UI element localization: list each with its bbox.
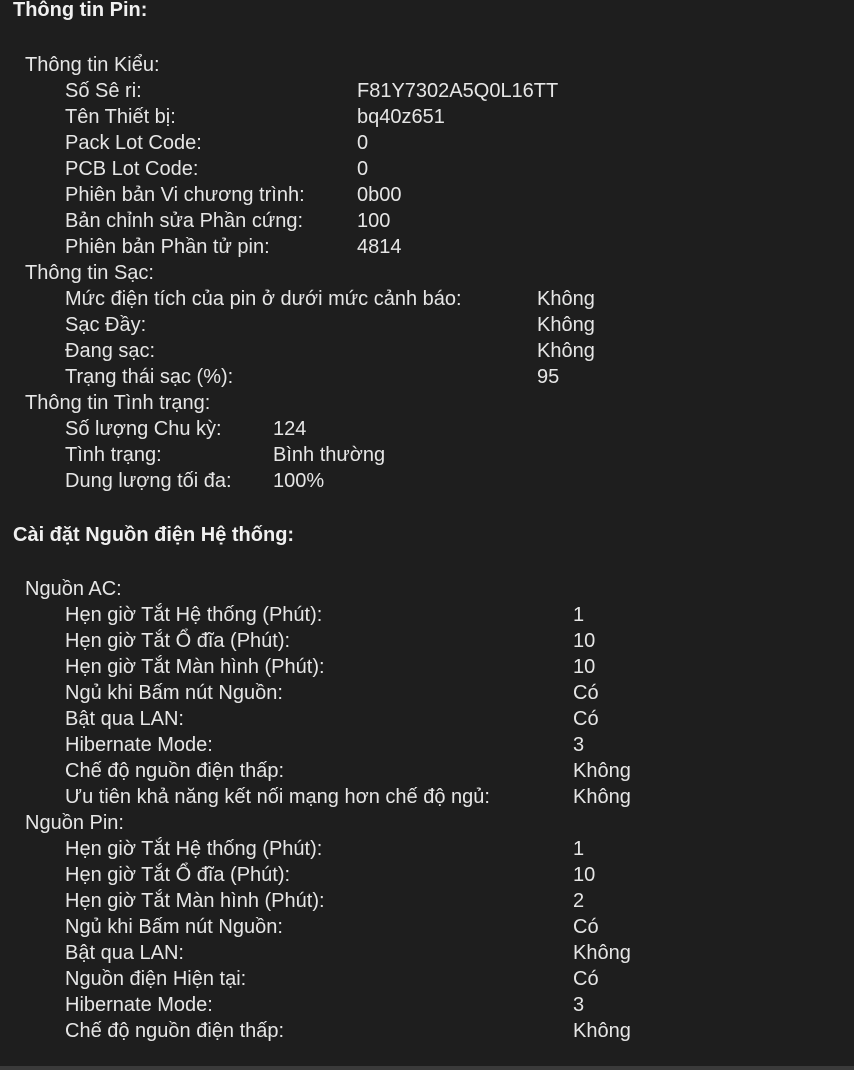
info-row [65,104,445,130]
health-info-title: Thông tin Tình trạng: [25,392,211,414]
info-value: Không [537,314,595,336]
info-row [65,468,325,494]
info-value: Có [573,916,599,938]
info-row [65,1018,631,1044]
info-key: Bật qua LAN: [65,708,184,730]
info-row [65,732,585,758]
info-key: Số lượng Chu kỳ: [65,418,222,440]
info-key: Ngủ khi Bấm nút Nguồn: [65,682,283,704]
info-row [65,966,599,992]
info-row [65,758,631,784]
info-row [65,862,596,888]
info-value: 1 [573,604,585,626]
info-value: 0 [357,132,369,154]
battery-info-title: Thông tin Pin: [13,0,148,21]
info-key: PCB Lot Code: [65,158,199,180]
info-key: Đang sạc: [65,340,156,362]
info-key: Hẹn giờ Tắt Ổ đĩa (Phút): [65,864,291,886]
info-row [65,628,596,654]
info-value: 0 [357,158,369,180]
info-value: 0b00 [357,184,402,206]
info-row [65,992,585,1018]
info-key: Pack Lot Code: [65,132,202,154]
info-row [65,286,595,312]
info-key: Tình trạng: [65,444,162,466]
info-key: Chế độ nguồn điện thấp: [65,760,285,782]
info-key: Số Sê ri: [65,80,142,102]
info-row [65,784,631,810]
info-key: Hẹn giờ Tắt Màn hình (Phút): [65,890,325,912]
info-row [65,680,599,706]
info-key: Sạc Đầy: [65,314,147,336]
info-key: Trạng thái sạc (%): [65,366,234,388]
info-row [65,130,369,156]
info-key: Phiên bản Phần tử pin: [65,236,270,258]
info-row [65,78,559,104]
info-value: 124 [273,418,307,440]
info-value: 100 [357,210,391,232]
info-key: Mức điện tích của pin ở dưới mức cảnh báo: [65,288,462,310]
info-row [65,364,560,390]
info-row [65,182,402,208]
info-value: 10 [573,630,596,652]
info-row [65,836,585,862]
info-row [65,416,307,442]
info-row [65,338,595,364]
info-value: bq40z651 [357,106,445,128]
info-value: 10 [573,864,596,886]
info-key: Nguồn điện Hiện tại: [65,968,247,990]
info-row [65,940,631,966]
info-value: Không [573,1020,631,1042]
battery-power-title: Nguồn Pin: [25,812,124,834]
info-value: Bình thường [273,444,386,466]
info-key: Tên Thiết bị: [65,106,176,128]
info-value: 100% [273,470,325,492]
info-value: Có [573,968,599,990]
info-value: Không [573,786,631,808]
info-key: Dung lượng tối đa: [65,470,232,492]
info-row [65,706,599,732]
ac-power-title: Nguồn AC: [25,578,122,600]
power-settings-title: Cài đặt Nguồn điện Hệ thống: [13,524,295,546]
info-key: Hẹn giờ Tắt Ổ đĩa (Phút): [65,630,291,652]
info-value: 3 [573,734,585,756]
info-key: Bật qua LAN: [65,942,184,964]
info-value: Không [537,340,595,362]
info-key: Ưu tiên khả năng kết nối mạng hơn chế độ ngủ: [65,786,490,808]
info-row [65,156,369,182]
info-row [65,602,585,628]
info-key: Chế độ nguồn điện thấp: [65,1020,285,1042]
info-key: Phiên bản Vi chương trình: [65,184,305,206]
info-row [65,312,595,338]
info-row [65,654,596,680]
info-key: Hẹn giờ Tắt Hệ thống (Phút): [65,838,323,860]
info-key: Hẹn giờ Tắt Màn hình (Phút): [65,656,325,678]
info-value: Không [573,760,631,782]
info-value: Không [537,288,595,310]
info-value: Không [573,942,631,964]
model-info-title: Thông tin Kiểu: [25,54,160,76]
info-row [65,914,599,940]
info-value: 95 [537,366,560,388]
info-value: 1 [573,838,585,860]
info-key: Bản chỉnh sửa Phần cứng: [65,210,304,232]
charge-info-title: Thông tin Sạc: [25,262,154,284]
info-value: 4814 [357,236,402,258]
info-row [65,888,585,914]
info-row [65,442,386,468]
info-value: Có [573,708,599,730]
info-value: 2 [573,890,585,912]
window-bottom-edge [0,1066,854,1070]
info-key: Hẹn giờ Tắt Hệ thống (Phút): [65,604,323,626]
info-value: 10 [573,656,596,678]
info-key: Hibernate Mode: [65,734,213,756]
info-value: Có [573,682,599,704]
info-value: F81Y7302A5Q0L16TT [357,80,559,102]
info-row [65,208,391,234]
info-row [65,234,402,260]
info-value: 3 [573,994,585,1016]
info-key: Ngủ khi Bấm nút Nguồn: [65,916,283,938]
info-key: Hibernate Mode: [65,994,213,1016]
